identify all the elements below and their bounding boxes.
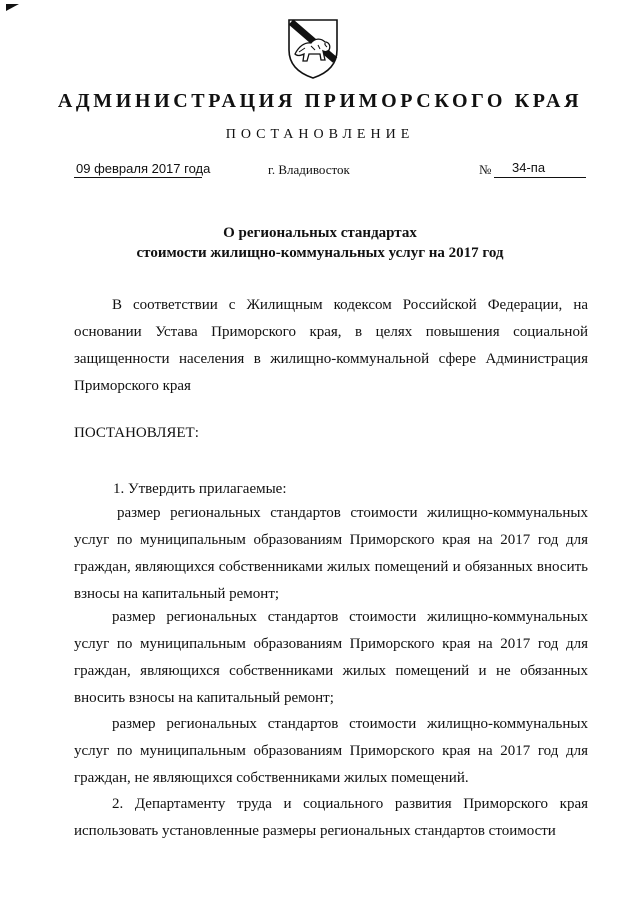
number-underline: [494, 177, 586, 178]
document-type: ПОСТАНОВЛЕНИЕ: [225, 127, 415, 142]
document-number: 34-па: [512, 160, 546, 175]
heading-line-1: О региональных стандартах: [223, 225, 417, 241]
coat-of-arms-emblem: [285, 16, 341, 80]
item-2: 2. Департаменту труда и социального развития Приморского края использовать установленные размеры региональных стандартов стоимости: [74, 796, 588, 839]
sub-item-1: размер региональных стандартов стоимости жилищно-коммунальных услуг по муниципальным образованиям Приморского края на 2017 год для граждан, являющихся собственниками жилых помещений и обязанных вносить взносы на капитальный ремонт;: [74, 505, 588, 602]
item-1: 1. Утвердить прилагаемые:: [113, 481, 287, 497]
sub-item-2: размер региональных стандартов стоимости жилищно-коммунальных услуг по муниципальным образованиям Приморского края на 2017 год для граждан, являющихся собственниками жилых помещений и не обязанных вносить взносы на капитальный ремонт;: [74, 609, 588, 706]
admin-title: АДМИНИСТРАЦИЯ ПРИМОРСКОГО КРАЯ: [57, 90, 583, 112]
intro-paragraph: В соответствии с Жилищным кодексом Российской Федерации, на основании Устава Приморского края, в целях повышения социальной защищенности населения в жилищно-коммунальной сфере Администрация Приморского края: [74, 297, 588, 394]
resolution-word: ПОСТАНОВЛЯЕТ:: [74, 425, 199, 441]
date-underline: [74, 177, 202, 178]
sub-item-3: размер региональных стандартов стоимости жилищно-коммунальных услуг по муниципальным образованиям Приморского края на 2017 год для граждан, не являющихся собственниками жилых помещений.: [74, 716, 588, 786]
heading-line-2: стоимости жилищно-коммунальных услуг на 2017 год: [136, 245, 504, 261]
document-date: 09 февраля 2017 года: [76, 161, 211, 176]
corner-mark-icon: [6, 4, 20, 18]
document-city: г. Владивосток: [268, 162, 350, 177]
number-label: №: [479, 162, 492, 177]
document-heading: [0, 223, 640, 263]
